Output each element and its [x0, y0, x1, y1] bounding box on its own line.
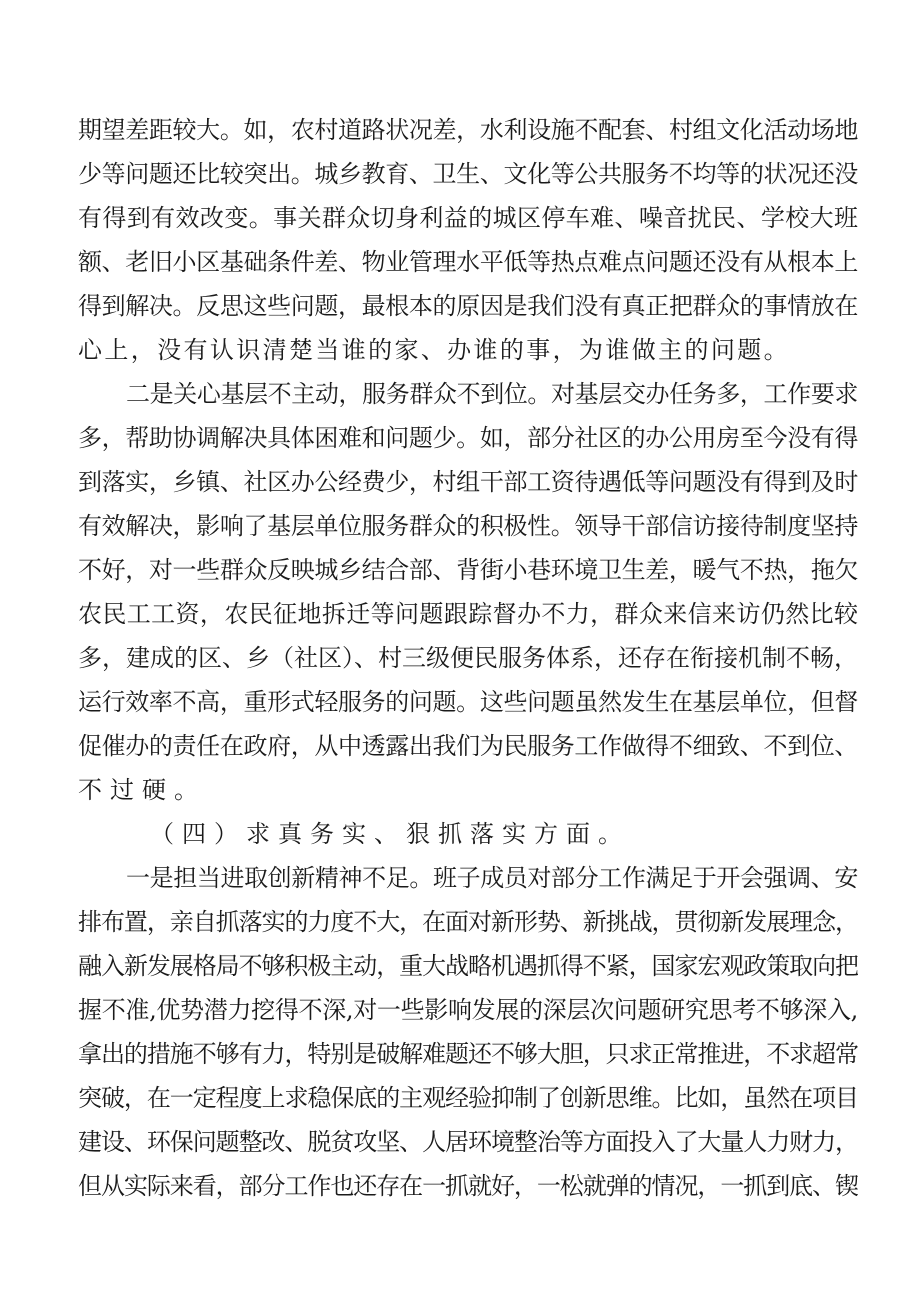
- paragraph-line: 一是担当进取创新精神不足。班子成员对部分工作满足于开会强调、安: [126, 864, 858, 892]
- section-heading: （四）求真务实、狠抓落实方面。: [150, 820, 630, 848]
- paragraph-line: 有得到有效改变。事关群众切身利益的城区停车难、噪音扰民、学校大班: [78, 204, 858, 232]
- paragraph-line: 拿出的措施不够有力，特别是破解难题还不够大胆，只求正常推进，不求超常: [78, 1040, 858, 1068]
- paragraph-line: 排布置，亲自抓落实的力度不大，在面对新形势、新挑战，贯彻新发展理念，: [78, 908, 858, 936]
- paragraph-line: 农民工工资，农民征地拆迁等问题跟踪督办不力，群众来信来访仍然比较: [78, 600, 858, 628]
- paragraph-line: 到落实，乡镇、社区办公经费少，村组干部工资待遇低等问题没有得到及时: [78, 468, 858, 496]
- paragraph-line: 融入新发展格局不够积极主动，重大战略机遇抓得不紧，国家宏观政策取向把: [78, 952, 858, 980]
- paragraph-line: 突破，在一定程度上求稳保底的主观经验抑制了创新思维。比如，虽然在项目: [78, 1084, 858, 1112]
- paragraph-line: 不过硬。: [78, 776, 206, 804]
- paragraph-line: 建设、环保问题整改、脱贫攻坚、人居环境整治等方面投入了大量人力财力，: [78, 1128, 858, 1156]
- paragraph-line: 促催办的责任在政府，从中透露出我们为民服务工作做得不细致、不到位、: [78, 732, 858, 760]
- paragraph-line: 但从实际来看，部分工作也还存在一抓就好，一松就弹的情况，一抓到底、锲: [78, 1172, 858, 1200]
- paragraph-line: 多，建成的区、乡（社区）、村三级便民服务体系，还存在衔接机制不畅，: [78, 644, 858, 672]
- paragraph-line: 运行效率不高，重形式轻服务的问题。这些问题虽然发生在基层单位，但督: [78, 688, 858, 716]
- paragraph-line: 期望差距较大。如，农村道路状况差，水利设施不配套、村组文化活动场地: [78, 116, 858, 144]
- paragraph-line: 少等问题还比较突出。城乡教育、卫生、文化等公共服务不均等的状况还没: [78, 160, 858, 188]
- paragraph-line: 额、老旧小区基础条件差、物业管理水平低等热点难点问题还没有从根本上: [78, 248, 858, 276]
- paragraph-line: 二是关心基层不主动，服务群众不到位。对基层交办任务多，工作要求: [126, 380, 858, 408]
- paragraph-line: 心上，没有认识清楚当谁的家、办谁的事，为谁做主的问题。: [78, 336, 790, 364]
- paragraph-line: 多，帮助协调解决具体困难和问题少。如，部分社区的办公用房至今没有得: [78, 424, 858, 452]
- paragraph-line: 得到解决。反思这些问题，最根本的原因是我们没有真正把群众的事情放在: [78, 292, 858, 320]
- paragraph-line: 不好，对一些群众反映城乡结合部、背街小巷环境卫生差，暖气不热，拖欠: [78, 556, 858, 584]
- paragraph-line: 握不准,优势潜力挖得不深,对一些影响发展的深层次问题研究思考不够深入,: [78, 996, 858, 1024]
- paragraph-line: 有效解决，影响了基层单位服务群众的积极性。领导干部信访接待制度坚持: [78, 512, 858, 540]
